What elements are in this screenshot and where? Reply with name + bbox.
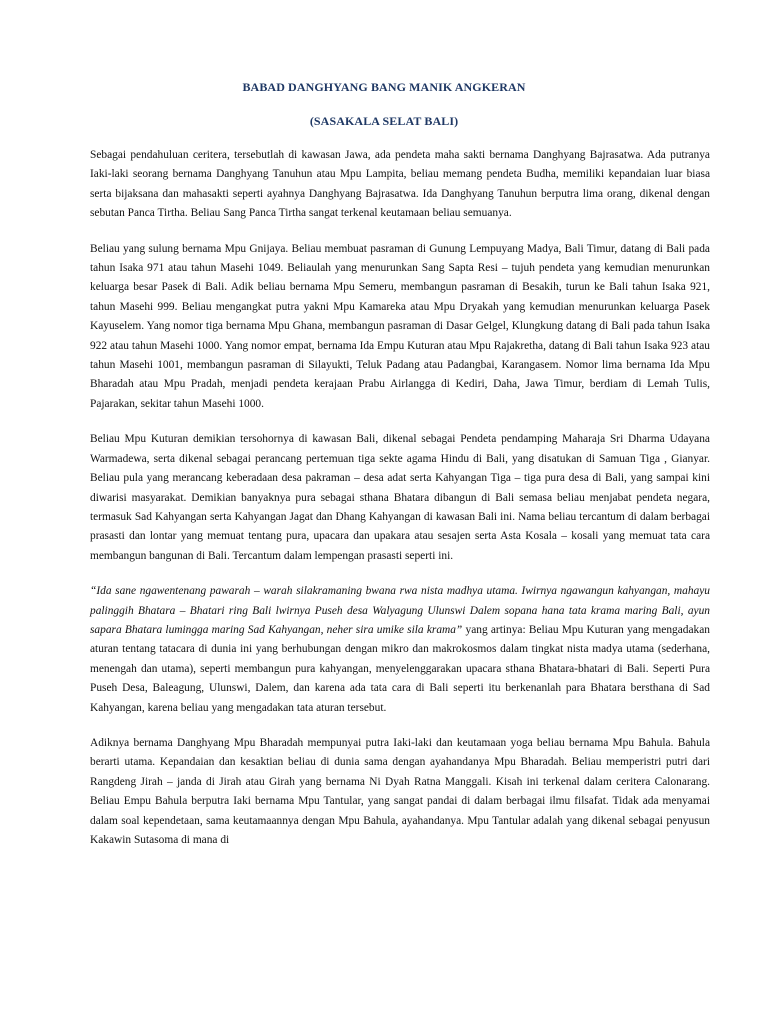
paragraph-5: Adiknya bernama Danghyang Mpu Bharadah mempunyai putra Iaki-laki dan keutamaan yoga beliau bernama Mpu Bahula. Bahula berarti utama. Kepandaian dan kesaktian beliau di dunia sama dengan ayahandanya Mpu Bharadah. Beliau memperistri putri dari Rangdeng Jirah – janda di Jirah atau Girah yang bernama Ni Dyah Ratna Manggali. Kisah ini terkenal dalam ceritera Calonarang. Beliau Empu Bahula berputra Iaki bernama Mpu Tantular, yang sangat pandai di dalam berbagai ilmu filsafat. Tidak ada menyamai dalam soal kependetaan, sama keutamaannya dengan Mpu Bahula, ayahandanya. Mpu Tantular adalah yang dikenal sebagai penyusun Kakawin Sutasoma di mana di [90,736,710,846]
document-subtitle: (SASAKALA SELAT BALI) [309,114,459,128]
quote-translation: yang artinya: Beliau Mpu Kuturan yang mengadakan aturan tentang tatacara di dunia ini yang berhubungan dengan mikro dan makrokosmos dalam tingkat nista madya utama (sederhana, menengah dan utama), seperti membangun pura kahyangan, menyelenggarakan upacara sthana Bhatara-bhatari di Bali. Seperti Pura Puseh Desa, Baleagung, Ulunswi, Dalem, dan karena ada tata cara di Bali seperti itu berkenanlah para Bhatara bersthana di Sad Kahyangan, karena beliau yang mengadakan tata aturan tersebut. [90,623,710,714]
quote-text: “Ida sane ngawentenang pawarah – warah silakramaning bwana rwa nista madhya utama. Iwirnya ngawangun kahyangan, mahayu palinggih Bhatara – Bhatari ring Bali lwirnya Puseh desa Walyagung Ulunswi Dalem sopana hana tata krama maring Bali, ayun sapara Bhatara lumingga maring Sad Kahyangan, neher sira umike sila krama” [90,585,710,636]
document-body [90,146,710,866]
quote-paragraph [90,582,710,718]
paragraph-3: Beliau Mpu Kuturan demikian tersohornya di kawasan Bali, dikenal sebagai Pendeta pendamping Maharaja Sri Dharma Udayana Warmadewa, serta dikenal sebagai perancang pertemuan tiga sekte agama Hindu di Bali, yang disatukan di Samuan Tiga , Gianyar. Beliau pula yang merancang keberadaan desa pakraman – desa adat serta Kahyangan Tiga – tiga pura desa di Bali, yang sampai kini diwarisi masyarakat. Demikian banyaknya pura sebagai sthana Bhatara dibangun di Bali semasa beliau menjabat pendeta negara, termasuk Sad Kahyangan serta Kahyangan Jagat dan Dhang Kahyangan di kawasan Bali ini. Nama beliau tercantum di dalam berbagai prasasti dan lontar yang memuat tentang pura, upacara dan upakara atau sesajen serta Asta Kosala – kosali yang memuat tata cara membangun bangunan di Bali. Tercantum dalam lempengan prasasti seperti ini. [90,433,710,562]
paragraph-2: Beliau yang sulung bernama Mpu Gnijaya. Beliau membuat pasraman di Gunung Lempuyang Madya, Bali Timur, datang di Bali pada tahun Isaka 971 atau tahun Masehi 1049. Beliaulah yang menurunkan Sang Sapta Resi – tujuh pendeta yang kemudian menurunkan keluarga besar Pasek di Bali. Adik beliau bernama Mpu Semeru, membangun pasraman di Besakih, turun ke Bali tahun Isaka 921, tahun Masehi 999. Beliau mengangkat putra yakni Mpu Kamareka atau Mpu Dryakah yang kemudian menurunkan keluarga Pasek Kayuselem. Yang nomor tiga bernama Mpu Ghana, membangun pasraman di Dasar Gelgel, Klungkung datang di Bali pada tahun Isaka 922 atau tahun Masehi 1000. Yang nomor empat, bernama Ida Empu Kuturan atau Mpu Rajakretha, datang di Bali tahun Isaka 923 atau tahun Masehi 1001, membangun pasraman di Silayukti, Teluk Padang atau Padangbai, Karangasem. Nomor lima bernama Ida Mpu Bharadah atau Mpu Pradah, menjadi pendeta kerajaan Prabu Airlangga di Kediri, Daha, Jawa Timur, berdiam di Lemah Tulis, Pajarakan, sekitar tahun Masehi 1000. [90,242,710,410]
document-title: BABAD DANGHYANG BANG MANIK ANGKERAN [242,80,526,94]
paragraph-1: Sebagai pendahuluan ceritera, tersebutlah di kawasan Jawa, ada pendeta maha sakti bernama Danghyang Bajrasatwa. Ada putranya Iaki-laki seorang bernama Danghyang Tanuhun atau Mpu Lampita, beliau memang pendeta Budha, memiliki kepandaian luar biasa serta bijaksana dan mahasakti seperti ayahnya Danghyang Bajrasatwa. Ida Danghyang Tanuhun berputra lima orang, dikenal dengan sebutan Panca Tirtha. Beliau Sang Panca Tirtha sangat terkenal keutamaan beliau semuanya. [90,149,710,220]
